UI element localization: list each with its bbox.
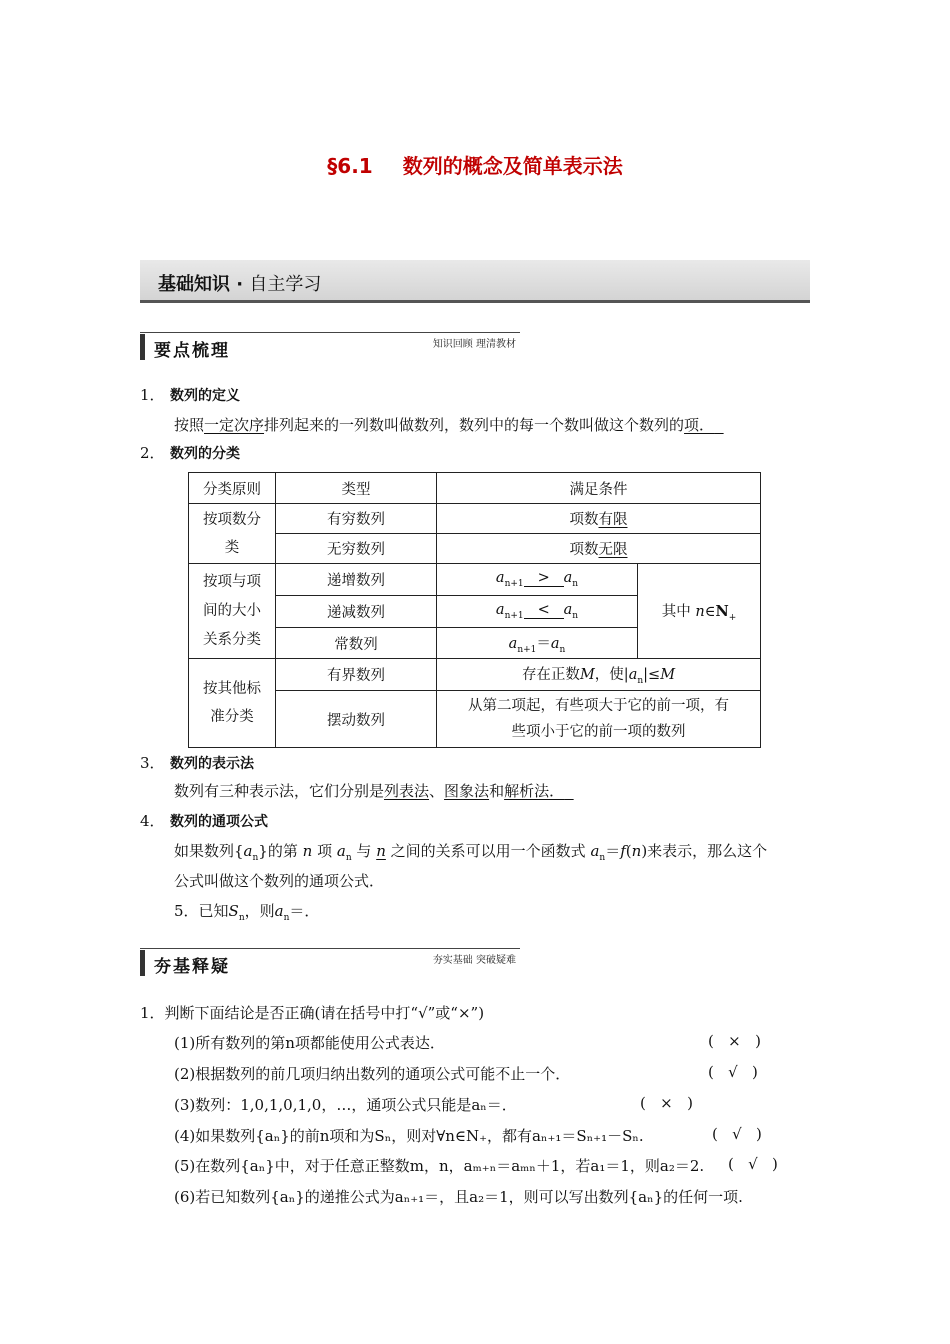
item-3-heading: 3． 数列的表示法 [140,754,254,772]
classification-table: 分类原则 类型 满足条件 按项数分类 有穷数列 项数有限 无穷数列 项数无限 按项与项间的大小关系分类 递增数列 $a_{n+1} > a_n$ 其中 $n\in N_+$ 递减数列 $a_{n+1} < a_n$ 常数列 $a_{n+1}=a_n$ 按其他标准分类 有界数列 存在正数M，使$|a_n|\le M$ 摆动数列 从第二项起，有些项大于它的前一项，有 些项小于它的前一项的数列 [188,472,761,748]
section-band: 基础知识 · 自主学习 [140,260,810,303]
judge-answer-4: ( √ ) [712,1125,762,1143]
band-main: 基础知识 [158,274,230,295]
judge-answer-5: ( √ ) [728,1155,778,1173]
judge-item-2: (2)根据数列的前几项归纳出数列的通项公式可能不止一个． [174,1065,571,1083]
item-4-text-1: 如果数列$\{a_n\}$的第 n 项 $a_n$ 与 n 之间的关系可以用一个函数式 $a_n=f(n)$来表示，那么这个 [174,842,768,863]
item-1-text: 按照一定次序排列起来的一列数叫做数列，数列中的每一个数叫做这个数列的项． [174,416,715,434]
judge-question: 1．判断下面结论是否正确(请在括号中打“√”或“×”) [140,1004,485,1022]
item-3-text: 数列有三种表示法，它们分别是列表法、图象法和解析法． [174,782,565,800]
judge-item-4: (4)如果数列{aₙ}的前n项和为Sₙ，则对∀n∈N₊，都有aₙ₊₁＝Sₙ₊₁－Sₙ. [174,1127,644,1145]
judge-item-5: (5)在数列{aₙ}中，对于任意正整数m，n，aₘ₊ₙ＝aₘₙ＋1，若a₁＝1，则a₂＝2. [174,1157,705,1175]
judge-answer-2: ( √ ) [708,1063,758,1081]
item-1-heading: 1． 数列的定义 [140,386,240,404]
page-title: §6.1 数列的概念及简单表示法 [327,154,623,178]
item-4-text-2: 公式叫做这个数列的通项公式． [174,872,385,890]
judge-item-3: (3)数列：1,0,1,0,1,0，…，通项公式只能是aₙ＝． [174,1096,517,1114]
section-header-practice: 夯基释疑 夯实基础 突破疑难 [140,948,520,976]
section-header-key-points: 要点梳理 知识回顾 理清教材 [140,332,520,360]
judge-answer-3: ( × ) [640,1094,693,1112]
item-2-heading: 2． 数列的分类 [140,444,240,462]
judge-answer-1: ( × ) [708,1032,761,1050]
item-5-text: 5．已知$S_n$，则$a_n=$． [174,902,320,923]
judge-item-1: (1)所有数列的第n项都能使用公式表达． [174,1034,445,1052]
item-4-heading: 4． 数列的通项公式 [140,812,268,830]
judge-item-6: (6)若已知数列{aₙ}的递推公式为aₙ₊₁＝，且a₂＝1，则可以写出数列{aₙ}的任何一项. [174,1188,743,1206]
band-sub: 自主学习 [249,274,322,295]
